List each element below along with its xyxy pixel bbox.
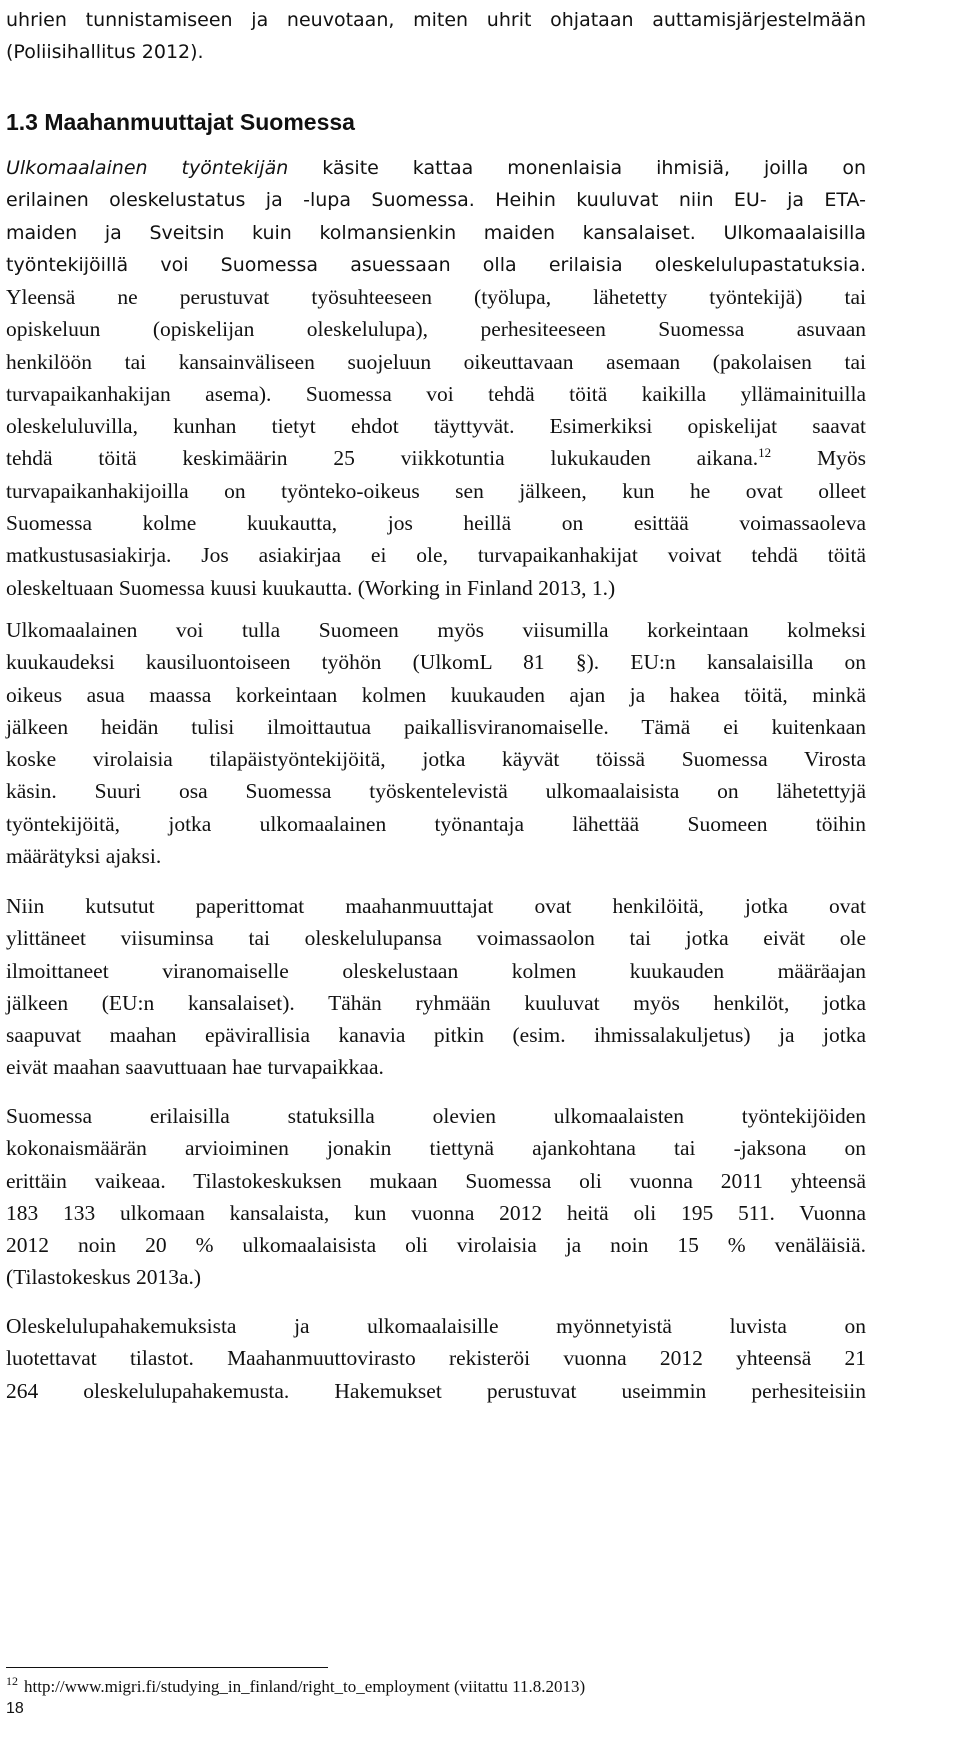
paragraph-foreign-workers bbox=[6, 152, 866, 281]
text-line: jälkeen (EU:n kansalaiset). Tähän ryhmään kuuluvat myös henkilöt, jotka bbox=[6, 990, 866, 1015]
footnote-number: 12 bbox=[6, 1674, 18, 1689]
text-line: kokonaismäärän arvioiminen jonakin tiettynä ajankohtana tai -jaksona on bbox=[6, 1136, 866, 1161]
text-line: (Poliisihallitus 2012). bbox=[6, 41, 204, 64]
text-line: erilainen oleskelustatus ja -lupa Suomessa. Heihin kuuluvat niin EU- ja ETA- bbox=[6, 189, 866, 212]
text-line-with-footnote-ref bbox=[6, 442, 866, 474]
text-line: oikeus asua maassa korkeintaan kolmen kuukauden ajan ja hakea töitä, minkä bbox=[6, 682, 866, 707]
paragraph-undocumented bbox=[6, 890, 866, 1084]
text-line: jälkeen heidän tulisi ilmoittautua paikallisviranomaiselle. Tämä ei kuitenkaan bbox=[6, 714, 866, 739]
text-line: kuukaudeksi kausiluontoiseen työhön (UlkomL 81 §). EU:n kansalaisilla on bbox=[6, 650, 866, 675]
text-line: 183 133 ulkomaan kansalaista, kun vuonna 2012 heitä oli 195 511. Vuonna bbox=[6, 1200, 866, 1225]
text-line: 2012 noin 20 % ulkomaalaisista oli virolaisia ja noin 15 % venäläisiä. bbox=[6, 1233, 866, 1258]
text-line: (Tilastokeskus 2013a.) bbox=[6, 1265, 202, 1290]
text-line: Ulkomaalainen voi tulla Suomeen myös viisumilla korkeintaan kolmeksi bbox=[6, 618, 866, 642]
footnote bbox=[6, 1674, 906, 1700]
text-line: erittäin vaikeaa. Tilastokeskuksen mukaan Suomessa oli vuonna 2011 yhteensä bbox=[6, 1168, 866, 1193]
footnote-reference[interactable]: 12 bbox=[758, 445, 772, 461]
text-line: matkustusasiakirja. Jos asiakirjaa ei ole, turvapaikanhakijat voivat tehdä töitä bbox=[6, 543, 866, 568]
text-line: opiskeluun (opiskelijan oleskelulupa), perhesiteeseen Suomessa asuvaan bbox=[6, 317, 866, 342]
text-line: oleskeltuaan Suomessa kuusi kuukautta. (Working in Finland 2013, 1.) bbox=[6, 575, 616, 600]
text-line: Suomessa erilaisilla statuksilla olevien ulkomaalaisten työntekijöiden bbox=[6, 1104, 866, 1128]
text-line: Oleskelulupahakemuksista ja ulkomaalaisille myönnetyistä luvista on bbox=[6, 1314, 866, 1338]
text-line: turvapaikanhakijoilla on työnteko-oikeus sen jälkeen, kun he ovat olleet bbox=[6, 478, 866, 503]
text-line: Ulkomaalainen työntekijän käsite kattaa monenlaisia ihmisiä, joilla on bbox=[6, 157, 867, 179]
text-line: maiden ja Sveitsin kuin kolmansienkin maiden kansalaiset. Ulkomaalaisilla bbox=[6, 221, 866, 244]
text-segment: Myös bbox=[771, 446, 867, 471]
text-line: luotettavat tilastot. Maahanmuuttovirasto rekisteröi vuonna 2012 yhteensä 21 bbox=[6, 1346, 866, 1371]
paragraph-statistics bbox=[6, 1100, 866, 1294]
text-line: uhrien tunnistamiseen ja neuvotaan, miten uhrit ohjataan auttamisjärjestelmään bbox=[6, 9, 866, 31]
paragraph-permit-applications bbox=[6, 1310, 866, 1407]
text-line: ylittäneet viisuminsa tai oleskelulupansa voimassaolon tai jotka eivät ole bbox=[6, 926, 866, 951]
text-line: käsin. Suuri osa Suomessa työskentelevistä ulkomaalaisista on lähetettyjä bbox=[6, 779, 866, 804]
text-line: Yleensä ne perustuvat työsuhteeseen (työlupa, lähetetty työntekijä) tai bbox=[6, 285, 866, 309]
text-line: ilmoittaneet viranomaiselle oleskelustaan kolmen kuukauden määräajan bbox=[6, 958, 866, 983]
section-heading: 1.3 Maahanmuuttajat Suomessa bbox=[6, 109, 355, 135]
text-line: työntekijöitä, jotka ulkomaalainen työnantaja lähettää Suomeen töihin bbox=[6, 811, 866, 836]
text-line: Suomessa kolme kuukautta, jos heillä on esittää voimassaoleva bbox=[6, 511, 866, 536]
footnote-link[interactable]: http://www.migri.fi/studying_in_finland/right_to_employment (viitattu 11.8.2013) bbox=[24, 1677, 586, 1696]
paragraph-visa-work bbox=[6, 614, 866, 872]
text-line: koske virolaisia tilapäistyöntekijöitä, jotka käyvät töissä Suomessa Virosta bbox=[6, 747, 866, 772]
text-segment: tehdä töitä keskimäärin 25 viikkotuntia lukukauden aikana. bbox=[6, 446, 759, 471]
page-number: 18 bbox=[6, 1700, 24, 1717]
footnote-separator bbox=[6, 1667, 328, 1668]
italic-term: Ulkomaalainen työntekijän bbox=[6, 157, 289, 179]
text-line: oleskeluluvilla, kunhan tietyt ehdot täyttyvät. Esimerkiksi opiskelijat saavat bbox=[6, 414, 866, 439]
text-line: saapuvat maahan epävirallisia kanavia pitkin (esim. ihmissalakuljetus) ja jotka bbox=[6, 1023, 866, 1048]
paragraph-intro-continuation bbox=[6, 4, 866, 69]
paragraph-residence-permits bbox=[6, 281, 866, 604]
text-line: eivät maahan saavuttuaan hae turvapaikkaa. bbox=[6, 1055, 384, 1080]
text-line: määrätyksi ajaksi. bbox=[6, 844, 162, 869]
text-line: turvapaikanhakijan asema). Suomessa voi tehdä töitä kaikilla yllämainituilla bbox=[6, 381, 866, 406]
text-line: työntekijöillä voi Suomessa asuessaan olla erilaisia oleskelulupastatuksia. bbox=[6, 253, 866, 276]
text-line: Niin kutsutut paperittomat maahanmuuttajat ovat henkilöitä, jotka ovat bbox=[6, 894, 866, 918]
text-line: henkilöön tai kansainväliseen suojeluun oikeuttavaan asemaan (pakolaisen tai bbox=[6, 349, 866, 374]
text-line: 264 oleskelulupahakemusta. Hakemukset perustuvat useimmin perhesiteisiin bbox=[6, 1378, 866, 1403]
